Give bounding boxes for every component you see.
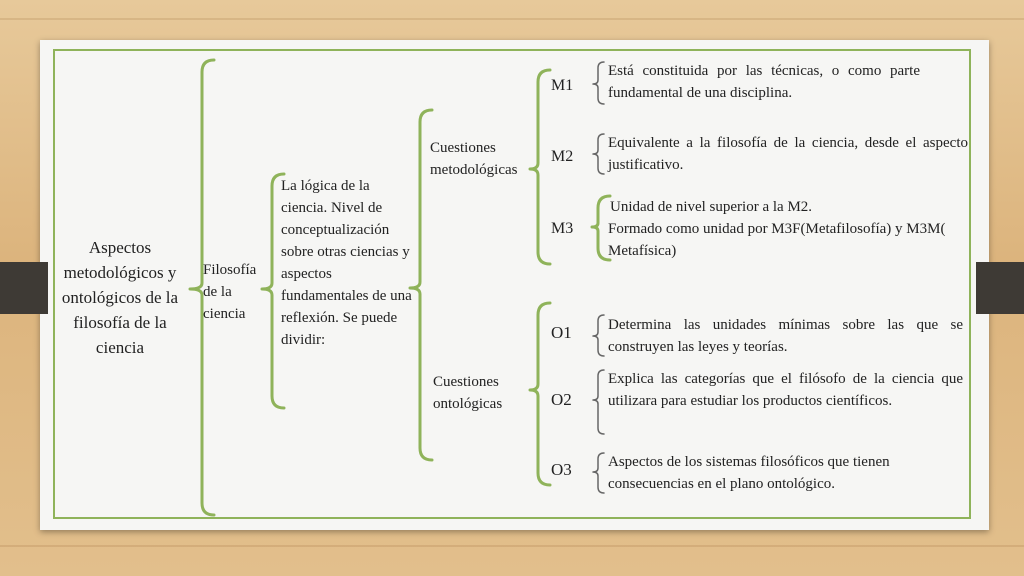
- ontologicas-label: Cuestiones ontológicas: [433, 374, 503, 412]
- m3-text-line1: Unidad de nivel superior a la M2.: [610, 199, 813, 215]
- ontologicas-brace: [530, 303, 550, 485]
- root-title: Aspectos metodológicos y ontológicos de la filosofía de la ciencia: [61, 238, 179, 357]
- o1-brace: [593, 315, 604, 356]
- m1-brace: [593, 62, 604, 104]
- o3-text: Aspectos de los sistemas filosóficos que tienen consecuencias en el plano ontológico.: [608, 454, 890, 492]
- o1-text: Determina las unidades mínimas sobre las que se construyen las leyes y teorías.: [608, 317, 963, 355]
- m2-text: Equivalente a la filosofía de la ciencia, desde el aspecto justificativo.: [608, 135, 968, 173]
- m3-text-line2: Formado como unidad por M3F(Metafilosofía) y M3M( Metafísica): [608, 221, 946, 259]
- filosofia-description: La lógica de la ciencia. Nivel de conceptualización sobre otras ciencias y aspectos fundamentales de una reflexión. Se puede dividir:: [281, 178, 412, 348]
- o3-brace: [593, 453, 604, 493]
- m1-text: Está constituida por las técnicas, o como parte fundamental de una disciplina.: [608, 63, 920, 101]
- filosofia-label: Filosofía de la ciencia: [203, 262, 257, 322]
- o3-label: O3: [551, 460, 572, 479]
- o1-label: O1: [551, 323, 572, 342]
- o2-text: Explica las categorías que el filósofo de la ciencia que utilizara para estudiar los productos científicos.: [608, 371, 963, 409]
- o2-label: O2: [551, 390, 572, 409]
- o2-brace: [593, 370, 604, 434]
- metodologicas-label: Cuestiones metodológicas: [430, 140, 518, 178]
- m3-label: M3: [551, 220, 574, 237]
- m2-label: M2: [551, 148, 574, 165]
- m2-brace: [593, 134, 604, 174]
- m1-label: M1: [551, 77, 574, 94]
